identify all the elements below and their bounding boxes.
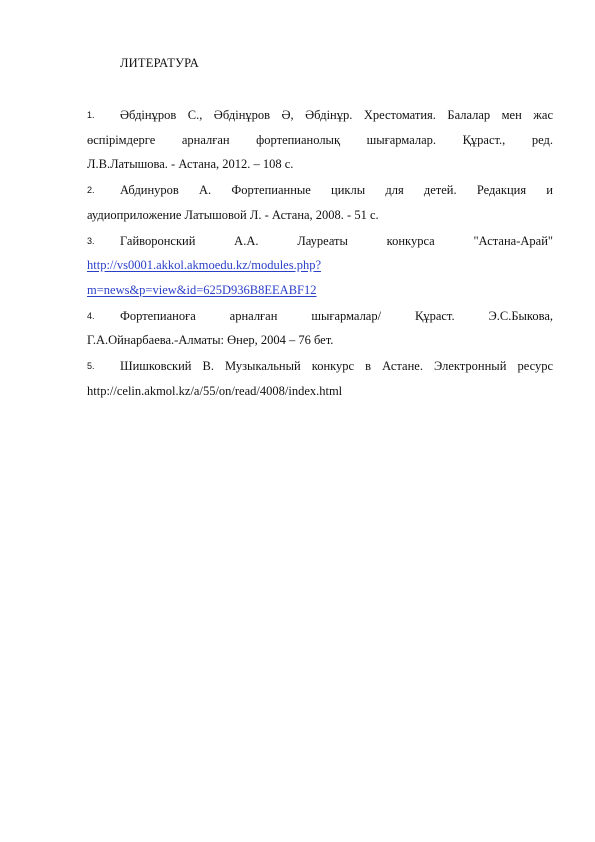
reference-4-line-1 <box>87 304 553 329</box>
reference-2-line-2: аудиоприложение Латышовой Л. - Астана, 2008. - 51 с. <box>87 207 379 222</box>
reference-5-text-1: Шишковский В. Музыкальный конкурс в Астане. Электронный ресурс <box>120 359 553 373</box>
reference-3-link-part-2[interactable]: m=news&p=view&id=625D936B8EEABF12 <box>87 282 317 297</box>
reference-item-4 <box>87 304 553 353</box>
reference-5-number: 5. <box>87 361 95 371</box>
reference-list <box>87 103 553 405</box>
reference-1-line-1 <box>87 103 553 128</box>
reference-4-line-2: Г.А.Ойнарбаева.-Алматы: Өнер, 2004 – 76 бет. <box>87 333 334 347</box>
reference-5-line-1 <box>87 354 553 379</box>
reference-5-line-2: http://celin.akmol.kz/a/55/on/read/4008/index.html <box>87 383 343 398</box>
reference-2-number: 2. <box>87 185 95 195</box>
reference-3-link-part-1[interactable]: http://vs0001.akkol.akmoedu.kz/modules.php? <box>87 258 321 272</box>
reference-item-1 <box>87 103 553 177</box>
page-heading: ЛИТЕРАТУРА <box>120 56 199 70</box>
reference-item-3 <box>87 229 553 303</box>
reference-4-text-1: Фортепианоға арналған шығармалар/ Құраст. Э.С.Быкова, <box>120 308 553 323</box>
reference-3-text-1: Гайворонский А.А. Лауреаты конкурса "Астана-Арай" <box>120 233 553 248</box>
reference-3-number: 3. <box>87 235 95 246</box>
reference-item-2 <box>87 178 553 227</box>
reference-1-line-3: Л.В.Латышова. - Астана, 2012. – 108 с. <box>87 157 294 171</box>
reference-3-line-1 <box>87 229 553 254</box>
reference-2-text-1: Абдинуров А. Фортепианные циклы для детей. Редакция и <box>120 183 553 197</box>
reference-1-number: 1. <box>87 110 95 120</box>
reference-item-5 <box>87 354 553 403</box>
reference-4-number: 4. <box>87 310 95 321</box>
reference-2-line-1 <box>87 178 553 203</box>
reference-1-line-2: өспірімдерге арналған фортепианолық шығармалар. Құраст., ред. <box>87 132 553 147</box>
reference-1-text-1: Әбдінұров С., Әбдінұров Ә, Әбдінұр. Хрестоматия. Балалар мен жас <box>120 108 553 122</box>
